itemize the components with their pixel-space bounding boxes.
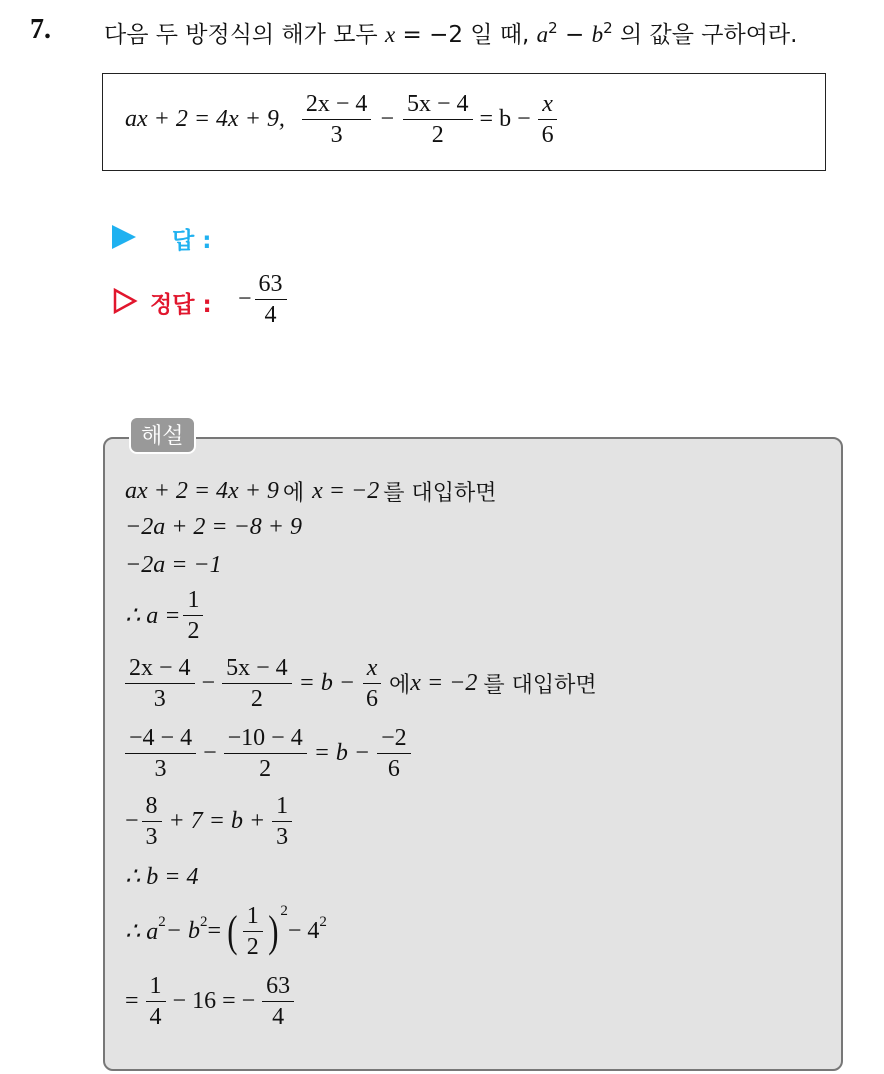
solution-line-2: −2a + 2 = −8 + 9 bbox=[125, 514, 302, 540]
equation-line bbox=[125, 92, 561, 147]
sol9-exp2: 2 bbox=[199, 914, 208, 930]
frac-den: 2 bbox=[246, 934, 259, 960]
question-b-var: b bbox=[591, 22, 604, 47]
sol5-op: − bbox=[201, 670, 216, 696]
frac-den: 2 bbox=[250, 686, 263, 712]
question-minus: − bbox=[557, 22, 592, 48]
question-text bbox=[104, 16, 797, 49]
sol1-math: ax + 2 = 4x + 9 bbox=[125, 478, 279, 504]
sol6-eq: = b − bbox=[313, 740, 371, 766]
sol9-tail: − 4 bbox=[287, 918, 320, 944]
frac-den: 6 bbox=[366, 686, 379, 712]
correct-answer-value bbox=[238, 272, 290, 327]
sol9-exp4: 2 bbox=[319, 914, 327, 930]
answer-label: 답 : bbox=[172, 228, 212, 254]
frac-num: 5x − 4 bbox=[222, 656, 292, 684]
sol9-exp3: 2 bbox=[280, 903, 288, 919]
sol5-frac1 bbox=[125, 656, 195, 711]
sol9-pre: ∴ a bbox=[125, 919, 159, 945]
fraction-5x-4-over-2 bbox=[403, 92, 473, 147]
frac-num: 63 bbox=[255, 272, 287, 300]
sol5-eq: = b − bbox=[298, 670, 356, 696]
frac-num: −10 − 4 bbox=[224, 726, 307, 754]
sol10-frac2 bbox=[262, 974, 294, 1029]
equation-rhs: = b − bbox=[479, 106, 531, 132]
frac-num: 1 bbox=[183, 588, 203, 616]
frac-den: 3 bbox=[153, 686, 166, 712]
frac-den: 3 bbox=[330, 122, 343, 148]
frac-den: 3 bbox=[276, 824, 289, 850]
equation-operator: − bbox=[380, 106, 394, 132]
sol5-kr1: 에 bbox=[389, 673, 411, 698]
sol5-frac2 bbox=[222, 656, 292, 711]
fraction-2x-4-over-3 bbox=[302, 92, 372, 147]
sol9-lparen: ( bbox=[227, 906, 238, 956]
sol7-frac2 bbox=[272, 794, 292, 849]
sol10-frac1 bbox=[146, 974, 166, 1029]
solution-line-8: ∴ b = 4 bbox=[125, 864, 199, 890]
sol4-fraction bbox=[183, 588, 203, 643]
question-text-prefix: 다음 두 방정식의 해가 모두 bbox=[104, 22, 385, 48]
frac-den: 6 bbox=[387, 756, 400, 782]
frac-num: 2x − 4 bbox=[125, 656, 195, 684]
solution-line-10 bbox=[125, 974, 297, 1029]
frac-den: 6 bbox=[541, 122, 554, 148]
question-exp-a: 2 bbox=[548, 19, 558, 37]
frac-num: 5x − 4 bbox=[403, 92, 473, 120]
frac-num: x bbox=[538, 92, 557, 120]
frac-den: 3 bbox=[154, 756, 167, 782]
solution-line-1 bbox=[125, 476, 496, 507]
equation-box bbox=[102, 73, 826, 171]
correct-sign: − bbox=[238, 286, 252, 312]
question-text-suffix: 의 값을 구하여라. bbox=[612, 22, 798, 48]
sol1-kr2: 를 대입하면 bbox=[383, 481, 497, 506]
solution-line-5 bbox=[122, 656, 597, 711]
sol4-pre: ∴ a = bbox=[125, 603, 181, 629]
frac-num: 2x − 4 bbox=[302, 92, 372, 120]
frac-den: 4 bbox=[149, 1004, 162, 1030]
frac-den: 2 bbox=[187, 618, 200, 644]
frac-den: 4 bbox=[264, 302, 277, 328]
frac-den: 2 bbox=[259, 756, 272, 782]
frac-num: 1 bbox=[272, 794, 292, 822]
frac-den: 4 bbox=[272, 1004, 285, 1030]
question-number: 7. bbox=[30, 14, 51, 45]
frac-den: 2 bbox=[431, 122, 444, 148]
frac-num: −2 bbox=[377, 726, 411, 754]
sol9-mid: − b bbox=[165, 918, 200, 944]
sol1-kr1: 에 bbox=[282, 481, 305, 506]
sol5-frac3 bbox=[362, 656, 382, 711]
sol10-mid: − 16 = − bbox=[172, 988, 256, 1014]
solution-line-4 bbox=[125, 588, 206, 643]
sol6-op: − bbox=[203, 740, 217, 766]
frac-num: 63 bbox=[262, 974, 294, 1002]
solution-line-7 bbox=[125, 794, 295, 849]
solution-line-3: −2a = −1 bbox=[125, 552, 222, 578]
sol6-frac3 bbox=[377, 726, 411, 781]
frac-num: 1 bbox=[243, 904, 263, 932]
frac-num: −4 − 4 bbox=[125, 726, 196, 754]
question-cond-x: x bbox=[384, 22, 396, 47]
sol9-frac bbox=[243, 904, 263, 959]
correct-answer-label: 정답 : bbox=[150, 292, 212, 318]
correct-fraction bbox=[255, 272, 287, 327]
question-a-var: a bbox=[536, 22, 549, 47]
frac-num: 1 bbox=[146, 974, 166, 1002]
sol6-frac2 bbox=[224, 726, 307, 781]
question-cond-rest: = −2 일 때, bbox=[395, 22, 537, 48]
question-exp-b: 2 bbox=[603, 19, 613, 37]
sol9-exp1: 2 bbox=[158, 914, 166, 930]
sol9-rparen: ) bbox=[267, 906, 279, 956]
sol1-math2: x = −2 bbox=[312, 478, 380, 504]
sol5-math: x = −2 bbox=[410, 670, 478, 696]
answer-arrow-icon bbox=[112, 225, 136, 249]
solution-line-6 bbox=[122, 726, 414, 781]
sol5-kr2: 를 대입하면 bbox=[483, 673, 597, 698]
frac-num: x bbox=[363, 656, 382, 684]
frac-num: 8 bbox=[142, 794, 162, 822]
fraction-x-over-6 bbox=[538, 92, 558, 147]
solution-line-9 bbox=[125, 904, 327, 959]
sol7-frac1 bbox=[142, 794, 162, 849]
frac-den: 3 bbox=[145, 824, 158, 850]
correct-arrow-icon bbox=[112, 288, 138, 314]
sol7-sign: − bbox=[125, 808, 139, 834]
sol7-mid: + 7 = b + bbox=[168, 808, 266, 834]
sol6-frac1 bbox=[125, 726, 196, 781]
equation-1: ax + 2 = 4x + 9, bbox=[125, 106, 285, 132]
sol9-eq: = bbox=[207, 918, 222, 944]
sol10-eq: = bbox=[125, 988, 139, 1014]
solution-tab: 해설 bbox=[129, 416, 196, 454]
